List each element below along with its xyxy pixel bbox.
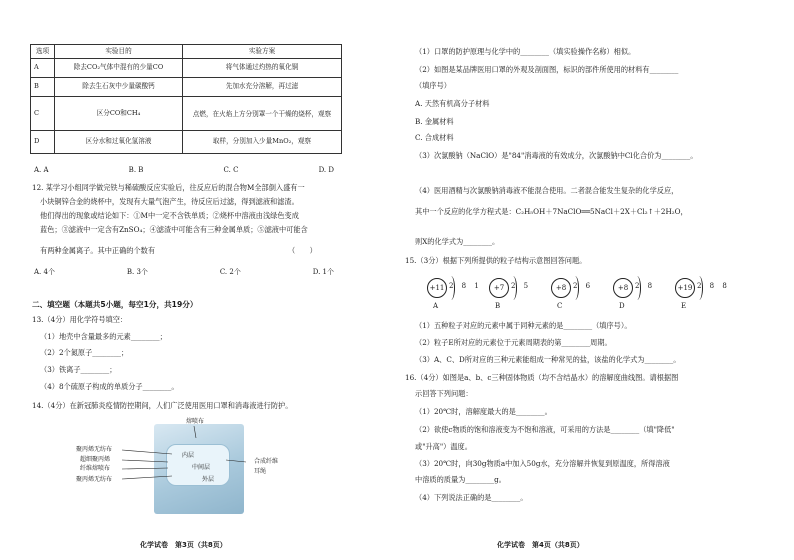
figure-label: 耳绳	[254, 468, 267, 475]
page-footer: 化学试卷 第4页（共8页）	[497, 541, 584, 549]
q16-item: 或"升高"）温度。	[415, 442, 472, 451]
table-cell-plan: 点燃，在火焰上方分别罩一个干燥的烧杯，观察	[183, 97, 342, 131]
table-cell-plan: 取样，分别加入少量MnO₂，观察	[183, 131, 342, 154]
atom-label: E	[681, 302, 687, 310]
q14-item: （2）如图是某品牌医用口罩的外观及剖面图，标识的部件所使用的材料有________	[415, 65, 679, 74]
q12-line: 12. 某学习小组同学做完铁与稀硫酸反应实验后，往反应后的混合物M全部倒入盛有一	[32, 183, 305, 192]
table-cell-option: D	[31, 131, 55, 154]
atom-diagram	[675, 275, 735, 315]
page-footer: 化学试卷 第3页（共8页）	[140, 541, 227, 549]
table-cell-goal: 除去CO₂气体中混有的少量CO	[55, 59, 183, 78]
option-a: A. A	[34, 166, 49, 174]
table-cell-option: A	[31, 59, 55, 78]
figure-leader-lines	[76, 418, 346, 518]
q12-options	[34, 268, 334, 276]
electron-shells: 2 5	[511, 282, 532, 290]
q15-item: （2）粒子E所对应的元素位于元素周期表的第________周期。	[415, 338, 612, 347]
q15-stem: 15.（3分）根据下列所提供的粒子结构示意图回答问题。	[405, 256, 587, 265]
right-page	[397, 0, 794, 560]
figure-label: 聚丙烯无纺布	[76, 476, 113, 483]
q14-choice: A. 天然有机高分子材料	[415, 99, 490, 108]
table-row	[31, 59, 342, 78]
table-header: 实验方案	[183, 45, 342, 59]
nucleus: +8	[551, 278, 571, 298]
q14-item: （3）次氯酸钠（NaClO）是"84"消毒液的有效成分，次氯酸钠中Cl化合价为________。	[415, 151, 698, 160]
option-b: B. B	[128, 166, 144, 174]
q15-item: （3）A、C、D所对应的三种元素能组成一种常见的盐，该盐的化学式为________。	[415, 355, 681, 364]
option-d: D. D	[318, 166, 334, 174]
table-cell-option: C	[31, 97, 55, 131]
nucleus: +8	[613, 278, 633, 298]
q16-item: （2）欲使c物质的饱和溶液变为不饱和溶液，可采用的方法是________（填"降低"	[415, 425, 675, 434]
figure-label: 合成纤维	[254, 458, 279, 465]
atom-label: A	[433, 302, 439, 310]
q14-equation: 其中一个反应的化学方程式是：C₂H₅OH＋7NaClO══5NaCl＋2X＋Cl₂↑＋2H₂O，	[415, 207, 688, 216]
particle-diagrams	[427, 275, 767, 315]
q12-line: 小块铜锌合金的烧杯中，发现有大量气泡产生，待反应后过滤，得到滤液和滤渣。	[40, 197, 299, 206]
figure-label: 中间层	[192, 464, 211, 471]
atom-diagram	[551, 275, 611, 315]
q13-stem: 13.（4分）用化学符号填空：	[32, 315, 128, 324]
electron-shells: 2 8	[635, 282, 656, 290]
q16-item: （4）下列说法正确的是________。	[415, 493, 528, 502]
q14-item: 则X的化学式为________。	[415, 237, 500, 246]
electron-shells: 2 6	[573, 282, 594, 290]
table-cell-plan: 先加水充分溶解，再过滤	[183, 78, 342, 97]
table-header-row	[31, 45, 342, 59]
q13-item: （1）地壳中含量最多的元素________；	[40, 332, 167, 341]
q14-item: （4）医用酒精与次氯酸钠消毒液不能混合使用。二者混合能发生复杂的化学反应，	[415, 186, 679, 195]
figure-label: 熔喷布	[186, 418, 205, 425]
nucleus: +19	[675, 278, 695, 298]
atom-diagram	[427, 275, 487, 315]
table-cell-goal: 区分CO和CH₄	[55, 97, 183, 131]
option-c: C. 2个	[219, 268, 241, 276]
option-a: A. 4个	[34, 268, 55, 276]
answer-bracket: （ ）	[288, 246, 317, 255]
section-title: 二、填空题（本题共5小题，每空1分，共19分）	[32, 300, 198, 309]
q14-choice: B. 金属材料	[415, 117, 454, 126]
q12-line: 有两种金属离子。其中正确的个数有	[40, 246, 156, 255]
table-row	[31, 97, 342, 131]
q14-choice: C. 合成材料	[415, 133, 454, 142]
q12-line: 蓝色；③滤液中一定含有ZnSO₄；④滤渣中可能含有三种金属单质；⑤滤液中可能含	[40, 225, 308, 234]
experiment-table	[30, 44, 342, 154]
q14-item: （填序号）	[415, 81, 451, 90]
figure-label: 内层	[182, 452, 195, 459]
q14-stem: 14.（4分）在新冠肺炎疫情防控期间，人们广泛使用医用口罩和消毒液进行防护。	[32, 401, 293, 410]
q16-item: （3）20℃时，向30g物质a中加入50g水，充分溶解并恢复到原温度，所得溶液	[415, 459, 670, 468]
option-b: B. 3个	[126, 268, 148, 276]
option-d: D. 1个	[312, 268, 334, 276]
atom-diagram	[613, 275, 673, 315]
nucleus: +11	[427, 278, 447, 298]
q14-item: （1）口罩的防护原理与化学中的________（填实验操作名称）相似。	[415, 47, 636, 56]
atom-label: C	[557, 302, 563, 310]
atom-label: B	[495, 302, 501, 310]
table-cell-plan: 将气体通过灼热的氧化铜	[183, 59, 342, 78]
figure-label: 聚丙烯无纺布	[76, 446, 113, 453]
table-cell-option: B	[31, 78, 55, 97]
q11-options	[34, 166, 334, 174]
nucleus: +7	[489, 278, 509, 298]
table-cell-goal: 除去生石灰中少量碳酸钙	[55, 78, 183, 97]
table-header: 选项	[31, 45, 55, 59]
table-row	[31, 78, 342, 97]
table-cell-goal: 区分水和过氧化氢溶液	[55, 131, 183, 154]
q12-line: 他们得出的现象或结论如下：①M中一定不含铁单质；②烧杯中溶液由浅绿色变成	[40, 211, 299, 220]
table-header: 实验目的	[55, 45, 183, 59]
electron-shells: 2 8 1	[449, 282, 482, 290]
q16-stem: 示回答下列问题：	[415, 389, 473, 398]
q13-item: （2）2个氮原子________；	[40, 348, 129, 357]
q16-item: 中溶质的质量为________g。	[415, 475, 506, 484]
figure-label: 外层	[202, 476, 215, 483]
q16-stem: 16.（4分）如图是a、b、c三种固体物质（均不含结晶水）的溶解度曲线图。请根据图	[405, 373, 679, 382]
q16-item: （1）20℃时，溶解度最大的是________。	[415, 407, 552, 416]
figure-label: 纤维熔喷布	[80, 465, 111, 472]
q15-item: （1）五种粒子对应的元素中属于同种元素的是________（填序号）。	[415, 321, 632, 330]
atom-diagram	[489, 275, 549, 315]
q13-item: （3）铁离子________；	[40, 365, 117, 374]
mask-figure	[76, 418, 346, 518]
figure-label: 超细聚丙烯	[80, 456, 111, 463]
q13-item: （4）8个硫原子构成的单质分子________。	[40, 382, 179, 391]
option-c: C. C	[223, 166, 239, 174]
table-row	[31, 131, 342, 154]
electron-shells: 2 8 8	[697, 282, 730, 290]
atom-label: D	[619, 302, 625, 310]
